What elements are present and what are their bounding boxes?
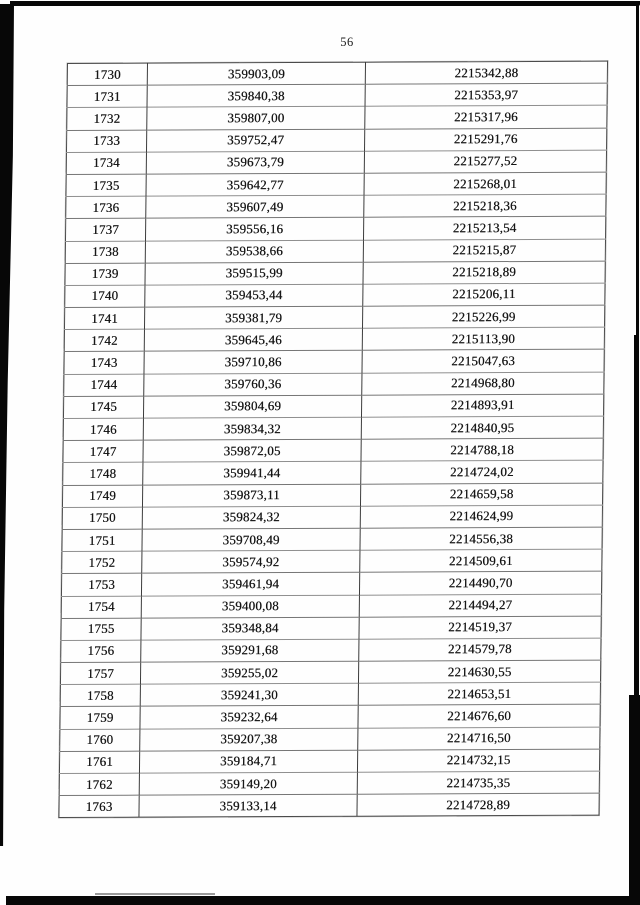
- table-cell: 2214630,55: [358, 660, 600, 683]
- scan-artifact-bottom-edge: [6, 896, 640, 905]
- table-cell: 359232,64: [140, 706, 358, 729]
- table-cell: 2215268,01: [364, 172, 606, 195]
- scan-artifact-right-edge: [636, 5, 639, 335]
- table-row: [66, 150, 606, 175]
- table-cell: 359752,47: [146, 129, 364, 152]
- table-cell: 359807,00: [147, 107, 365, 130]
- table-cell: 359941,44: [143, 462, 361, 485]
- table-row: [62, 505, 602, 530]
- table-row: [64, 372, 604, 397]
- table-cell: 359556,16: [145, 218, 363, 241]
- table-cell: 2215226,99: [362, 305, 604, 328]
- table-row: [63, 438, 603, 463]
- table-cell: 2214968,80: [362, 372, 604, 395]
- scan-artifact-right-edge: [629, 695, 640, 905]
- table-cell: 1744: [64, 374, 144, 397]
- table-cell: 2215047,63: [362, 350, 604, 373]
- table-cell: 1731: [67, 85, 147, 108]
- table-cell: 2214653,51: [358, 682, 600, 705]
- table-cell: 359804,69: [143, 395, 361, 418]
- table-cell: 1734: [66, 152, 146, 175]
- table-cell: 1741: [64, 307, 144, 330]
- table-row: [63, 394, 603, 419]
- table-row: [65, 283, 605, 308]
- table-cell: 359207,38: [140, 728, 358, 751]
- table-cell: 2215291,76: [365, 128, 607, 151]
- table-cell: 2214788,18: [361, 438, 603, 461]
- table-cell: 1732: [67, 108, 147, 131]
- table-cell: 1753: [61, 573, 141, 596]
- table-cell: 1761: [59, 751, 139, 774]
- table-cell: 359453,44: [145, 284, 363, 307]
- table-cell: 1742: [64, 329, 144, 352]
- table-cell: 359133,14: [139, 794, 357, 817]
- table-row: [64, 350, 604, 375]
- table-cell: 359642,77: [146, 173, 364, 196]
- table-cell: 2214840,95: [361, 416, 603, 439]
- table-row: [62, 483, 602, 508]
- table-cell: 2215353,97: [365, 83, 607, 106]
- table-row: [67, 83, 607, 108]
- table-cell: 2215342,88: [365, 61, 607, 84]
- table-row: [65, 239, 605, 264]
- table-cell: 2214490,70: [359, 571, 601, 594]
- table-cell: 359574,92: [142, 550, 360, 573]
- table-row: [65, 261, 605, 286]
- table-row: [61, 571, 601, 596]
- table-row: [65, 216, 605, 241]
- table-cell: 359824,32: [142, 506, 360, 529]
- table-cell: 359607,49: [146, 195, 364, 218]
- table-cell: 359149,20: [139, 772, 357, 795]
- page-number: 56: [340, 35, 354, 49]
- table-cell: 1756: [61, 640, 141, 663]
- scan-artifact-right-edge: [634, 335, 639, 695]
- table-row: [64, 305, 604, 330]
- table-row: [66, 128, 606, 153]
- table-cell: 1736: [66, 196, 146, 219]
- table-row: [60, 727, 600, 752]
- scan-artifact-top-edge: [10, 1, 640, 6]
- table-cell: 2214728,89: [357, 793, 599, 816]
- table-cell: 2214509,61: [360, 549, 602, 572]
- table-cell: 2214579,78: [359, 638, 601, 661]
- table-cell: 1759: [60, 707, 140, 730]
- scan-artifact-smudge: [95, 893, 215, 895]
- table-row: [61, 616, 601, 641]
- table-cell: 2214716,50: [358, 727, 600, 750]
- table-cell: 359515,99: [145, 262, 363, 285]
- table-cell: 1747: [63, 440, 143, 463]
- table-cell: 359645,46: [144, 328, 362, 351]
- table-row: [61, 594, 601, 619]
- table-cell: 2214556,38: [360, 527, 602, 550]
- table-cell: 1755: [61, 618, 141, 641]
- table-cell: 2215215,87: [363, 239, 605, 262]
- table-row: [63, 461, 603, 486]
- table-cell: 359903,09: [147, 62, 365, 85]
- table-cell: 1750: [62, 507, 142, 530]
- table-cell: 2215317,96: [365, 106, 607, 129]
- table-cell: 1752: [62, 551, 142, 574]
- table-row: [59, 749, 599, 774]
- table-cell: 359241,30: [140, 683, 358, 706]
- table-row: [62, 527, 602, 552]
- table-cell: 1751: [62, 529, 142, 552]
- table-row: [61, 638, 601, 663]
- table-cell: 1749: [62, 485, 142, 508]
- table-cell: 1739: [65, 263, 145, 286]
- table-row: [66, 172, 606, 197]
- table-row: [60, 660, 600, 685]
- table-cell: 1730: [93, 66, 121, 82]
- table-cell: 2214676,60: [358, 705, 600, 728]
- table-cell: 1738: [65, 241, 145, 264]
- table-cell: 2214735,35: [357, 771, 599, 794]
- table-cell: 1748: [63, 463, 143, 486]
- table-cell: 1733: [66, 130, 146, 153]
- table-row: [67, 106, 607, 131]
- table-cell: 1740: [65, 285, 145, 308]
- table-cell: 359708,49: [142, 528, 360, 551]
- table-row: [64, 327, 604, 352]
- table-cell: 1757: [60, 662, 140, 685]
- table-row: [63, 416, 603, 441]
- table-row: [59, 771, 599, 796]
- table-cell: 1760: [60, 729, 140, 752]
- table-row: [60, 705, 600, 730]
- table-cell: 2214624,99: [360, 505, 602, 528]
- table-cell: 2214893,91: [361, 394, 603, 417]
- table-row: [62, 549, 602, 574]
- table-cell: 359461,94: [141, 573, 359, 596]
- table-cell: 359348,84: [141, 617, 359, 640]
- table-row: [67, 61, 607, 86]
- table-cell: 359400,08: [141, 595, 359, 618]
- table-cell: 359834,32: [143, 417, 361, 440]
- table-cell: 359381,79: [144, 306, 362, 329]
- table-cell: 2215218,36: [364, 194, 606, 217]
- table-cell: 2214494,27: [359, 594, 601, 617]
- table-cell: 359710,86: [144, 351, 362, 374]
- table-cell: 1754: [61, 596, 141, 619]
- table-cell: 359760,36: [144, 373, 362, 396]
- table-row: [60, 682, 600, 707]
- table-cell: 1746: [63, 418, 143, 441]
- table-cell: 2214659,58: [360, 483, 602, 506]
- table-cell: 1737: [65, 218, 145, 241]
- table-cell: 359840,38: [147, 84, 365, 107]
- table-cell: 1743: [64, 352, 144, 375]
- table-row: [59, 793, 599, 818]
- table-cell: 359538,66: [145, 240, 363, 263]
- table-cell: 359872,05: [143, 439, 361, 462]
- table-cell: 2215213,54: [363, 216, 605, 239]
- table-cell: 359184,71: [139, 750, 357, 773]
- scan-artifact-left-edge: [0, 4, 14, 846]
- table-cell: 1758: [60, 684, 140, 707]
- table-cell: 359673,79: [146, 151, 364, 174]
- table-cell: 2214519,37: [359, 616, 601, 639]
- table-cell: 2215206,11: [363, 283, 605, 306]
- table-cell: 1735: [66, 174, 146, 197]
- table-cell: 2215113,90: [362, 327, 604, 350]
- table-cell: 2215218,89: [363, 261, 605, 284]
- table-cell: 1763: [59, 795, 139, 818]
- coordinates-table-body: [59, 61, 608, 818]
- table-row: [66, 194, 606, 219]
- table-cell: 2215277,52: [364, 150, 606, 173]
- table-cell: 2214732,15: [357, 749, 599, 772]
- table-cell: 359873,11: [142, 484, 360, 507]
- table-cell: 2214724,02: [361, 461, 603, 484]
- table-cell: 359255,02: [140, 661, 358, 684]
- table-cell: 1745: [63, 396, 143, 419]
- table-cell: 359291,68: [141, 639, 359, 662]
- coordinates-table: [58, 61, 608, 819]
- table-cell: 1762: [59, 773, 139, 796]
